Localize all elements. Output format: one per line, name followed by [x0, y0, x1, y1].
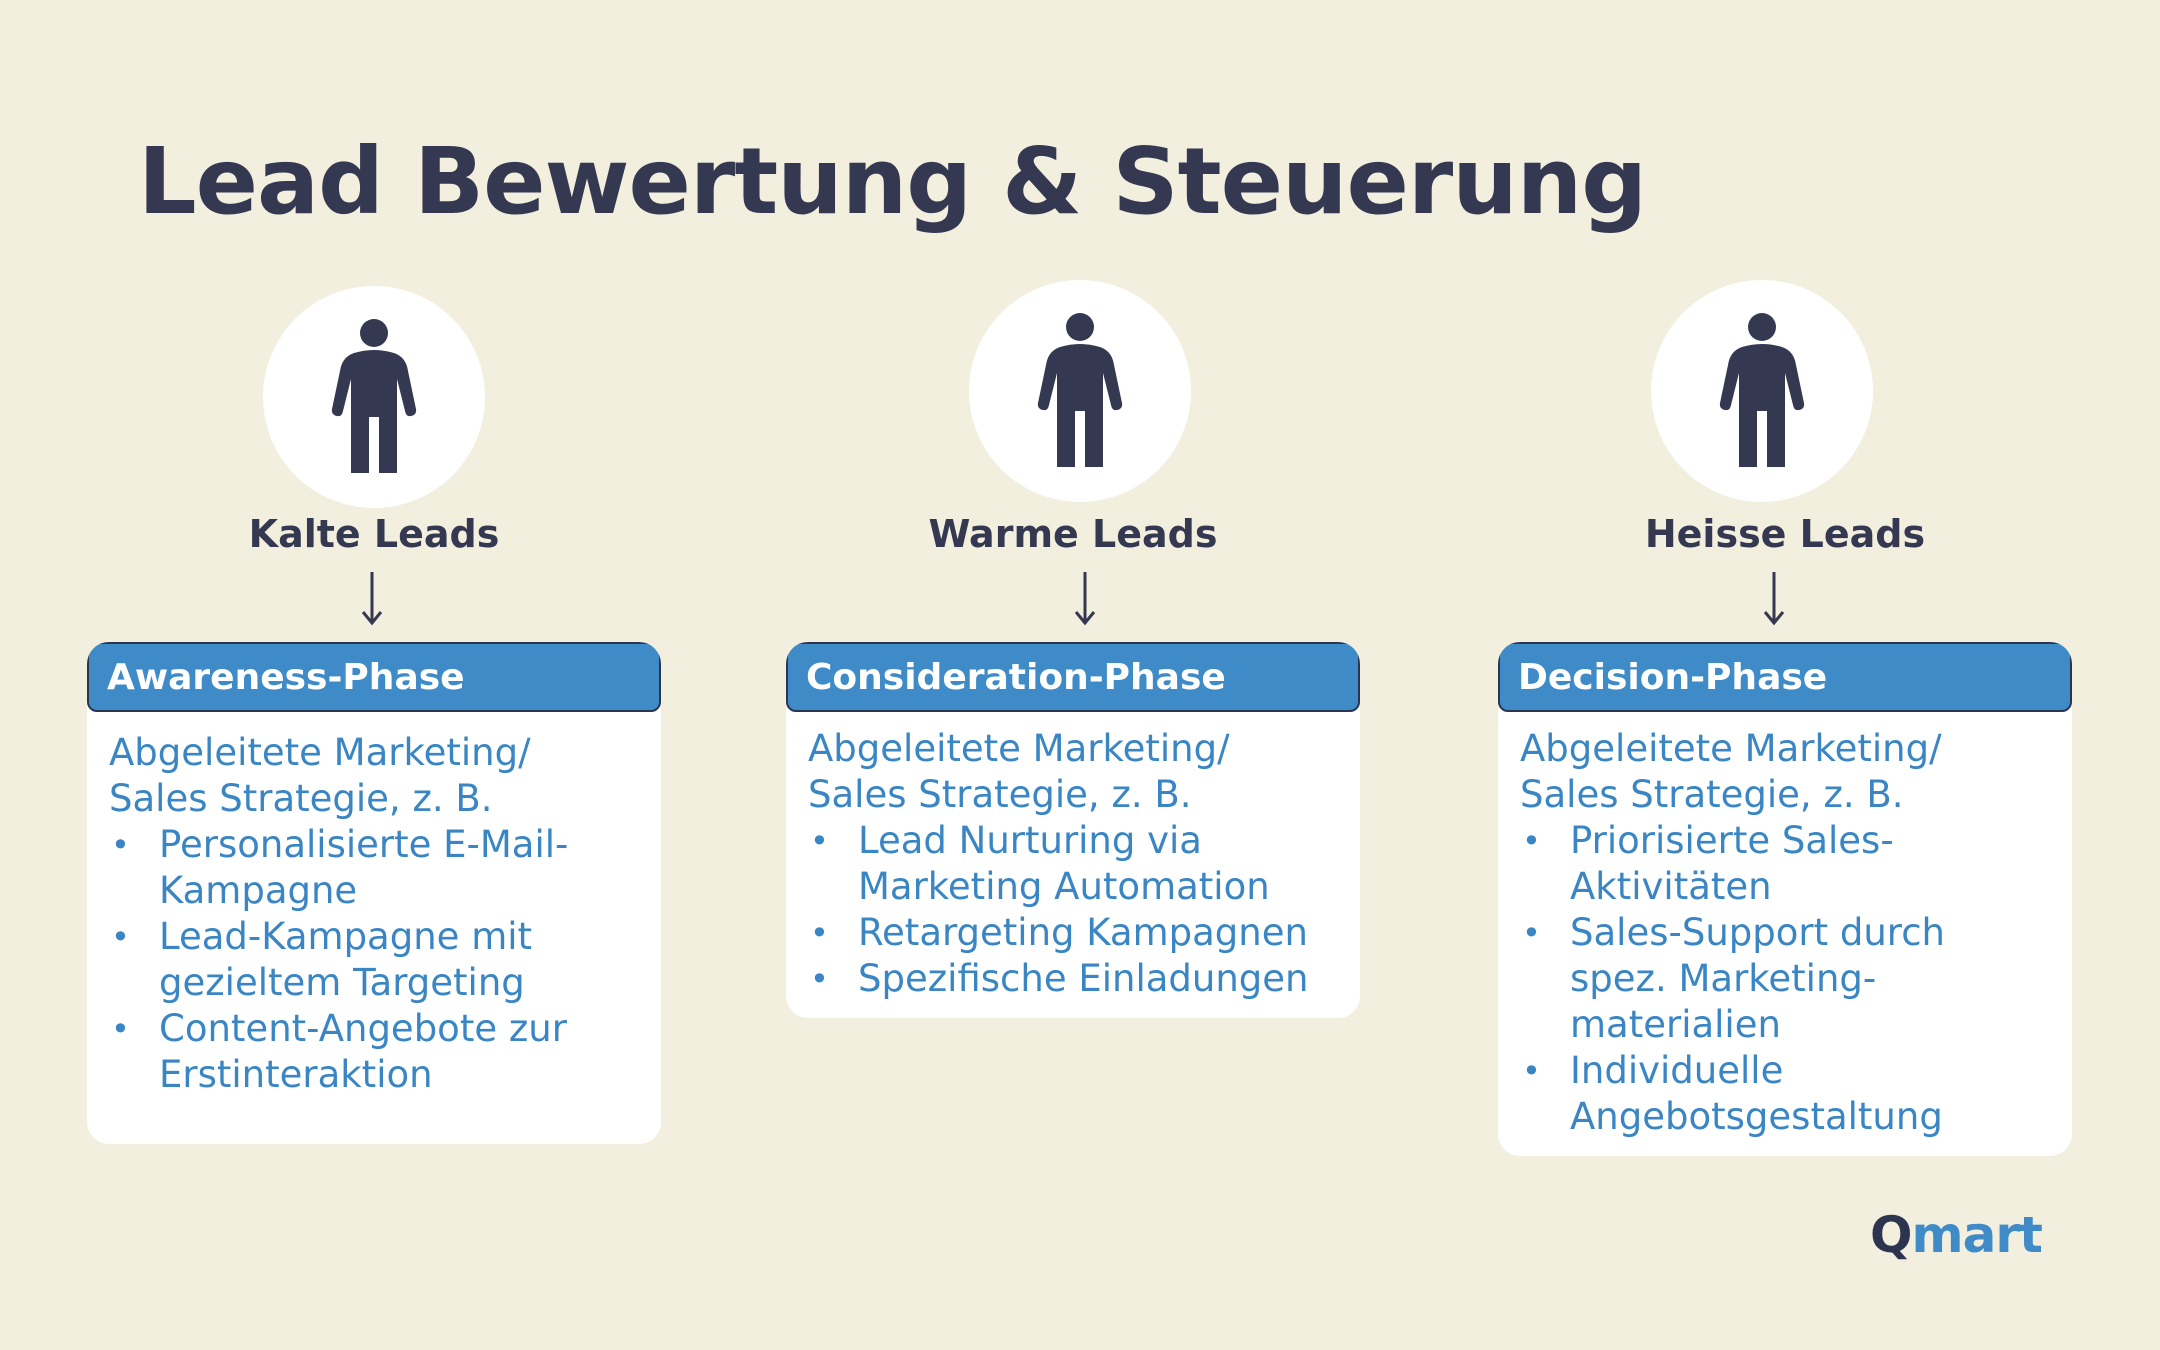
list-item: • Personalisierte E-Mail- Kampagne — [111, 823, 569, 912]
list-item: • Spezifische Einladungen — [810, 957, 1309, 1000]
bullet-icon: • — [810, 914, 829, 952]
lead-label: Heisse Leads — [1644, 512, 1926, 556]
lead-label: Warme Leads — [928, 512, 1218, 556]
strategy-intro: Abgeleitete Marketing/ Sales Strategie, z. B. — [808, 727, 1230, 816]
list-item: • Retargeting Kampagnen — [810, 911, 1308, 954]
strategy-intro: Abgeleitete Marketing/ Sales Strategie, z. B. — [1520, 727, 1942, 816]
arrow-down-icon — [352, 568, 392, 628]
bullet-icon: • — [1522, 914, 1541, 952]
card-body — [87, 712, 661, 1144]
avatar-circle — [263, 286, 485, 508]
strategy-list — [1520, 818, 2054, 1140]
strategy-list — [109, 822, 643, 1098]
phase-card — [87, 642, 661, 1144]
person-icon — [1714, 311, 1810, 471]
lead-label: Kalte Leads — [248, 512, 500, 556]
arrow-down-icon — [1065, 568, 1105, 628]
phase-header: Decision-Phase — [1498, 642, 2072, 712]
bullet-icon: • — [1522, 1052, 1541, 1090]
bullet-icon: • — [111, 918, 130, 956]
list-item: • Lead-Kampagne mit gezieltem Targeting — [111, 915, 533, 1004]
arrow-down-icon — [1754, 568, 1794, 628]
phase-header: Awareness-Phase — [87, 642, 661, 712]
strategy-intro: Abgeleitete Marketing/ Sales Strategie, z. B. — [109, 731, 531, 820]
list-item: • Individuelle Angebotsgestaltung — [1522, 1049, 1943, 1138]
bullet-icon: • — [111, 826, 130, 864]
bullet-icon: • — [810, 960, 829, 998]
person-icon — [1032, 311, 1128, 471]
list-item: • Sales-Support durch spez. Marketing- materialien — [1522, 911, 1945, 1046]
bullet-icon: • — [111, 1010, 130, 1048]
avatar-circle — [969, 280, 1191, 502]
avatar-circle — [1651, 280, 1873, 502]
bullet-icon: • — [810, 822, 829, 860]
list-item: • Content-Angebote zur Erstinteraktion — [111, 1007, 567, 1096]
phase-card — [786, 642, 1360, 1018]
phase-card — [1498, 642, 2072, 1156]
phase-header: Consideration-Phase — [786, 642, 1360, 712]
list-item: • Lead Nurturing via Marketing Automation — [810, 819, 1270, 908]
list-item: • Priorisierte Sales- Aktivitäten — [1522, 819, 1894, 908]
page-title: Lead Bewertung & Steuerung — [138, 128, 1647, 235]
card-body — [786, 712, 1360, 1018]
bullet-icon: • — [1522, 822, 1541, 860]
card-body — [1498, 712, 2072, 1156]
person-icon — [326, 317, 422, 477]
qmart-logo: Qmart — [1870, 1206, 2042, 1264]
strategy-list — [808, 818, 1342, 1002]
